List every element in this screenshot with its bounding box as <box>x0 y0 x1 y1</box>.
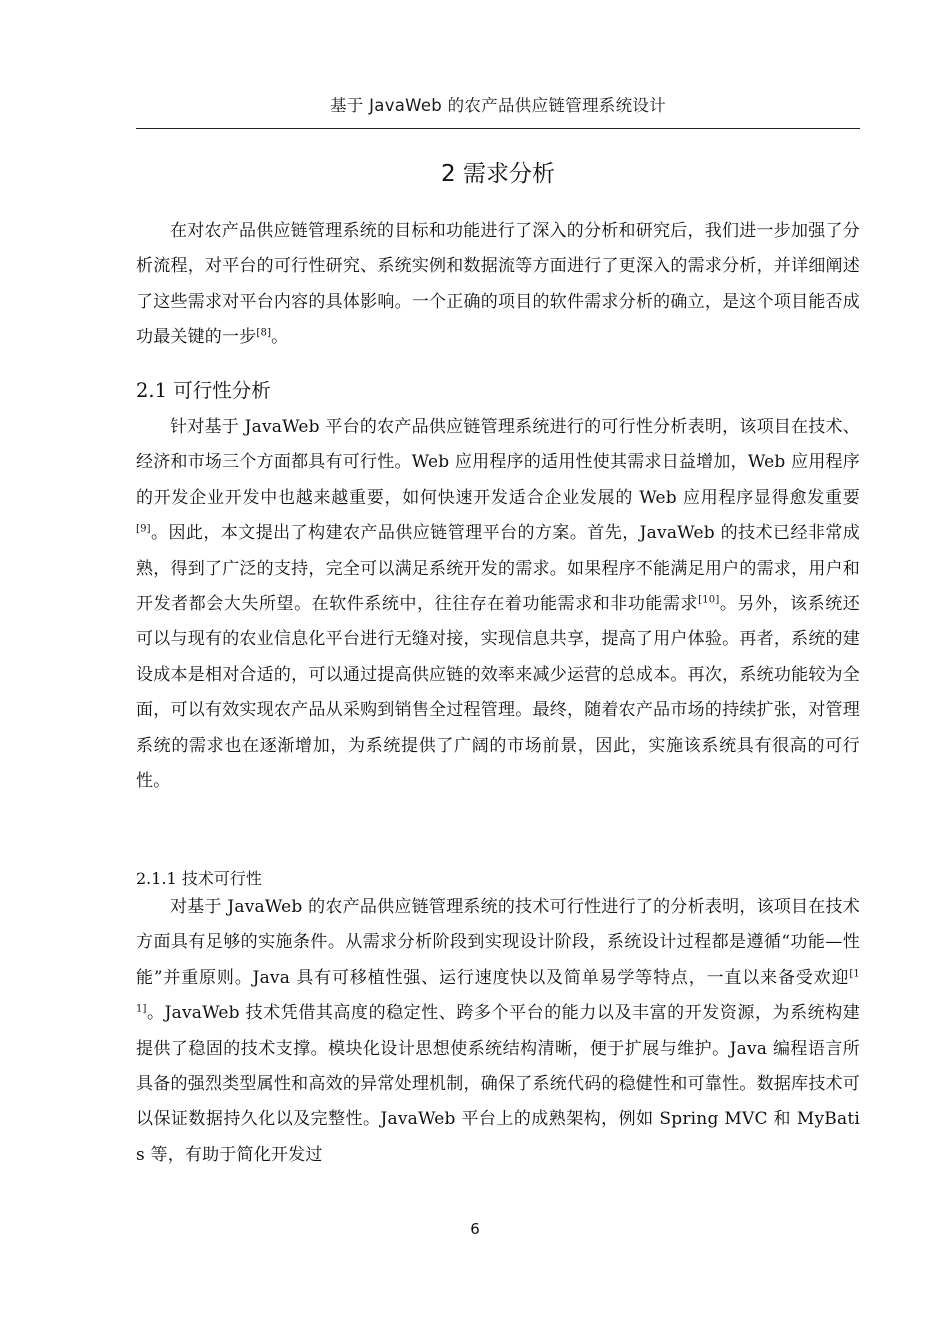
section-title: 可行性分析 <box>173 379 271 402</box>
running-header: 基于 JavaWeb 的农产品供应链管理系统设计 <box>329 96 666 115</box>
citation: [10] <box>698 594 720 606</box>
header-divider <box>136 128 860 129</box>
technical-feasibility-section <box>136 890 860 1173</box>
section-number: 2.1 <box>136 379 168 402</box>
intro-tail: 。 <box>271 327 289 348</box>
intro-section <box>136 214 860 356</box>
technical-paragraph <box>136 890 860 1173</box>
feasibility-section <box>136 410 860 799</box>
citation: [11] <box>136 968 860 1015</box>
subsection-number: 2.1.1 <box>136 869 177 888</box>
feasibility-text-2: 。因此，本文提出了构建农产品供应链管理平台的方案。首先，JavaWeb 的技术已经非常成熟，得到了广泛的支持，完全可以满足系统开发的需求。如果程序不能满足用户的需求，用户和开发者都会大失所望。在软件系统中，往往存在着功能需求和非功能需求 <box>136 523 860 615</box>
chapter-title: 2 需求分析 <box>441 161 555 187</box>
feasibility-text-3: 。另外，该系统还可以与现有的农业信息化平台进行无缝对接，实现信息共享，提高了用户体验。再者，系统的建设成本是相对合适的，可以通过提高供应链的效率来减少运营的总成本。再次，系统功能较为全面，可以有效实现农产品从采购到销售全过程管理。最终，随着农产品市场的持续扩张，对管理系统的需求也在逐渐增加，为系统提供了广阔的市场前景，因此，实施该系统具有很高的可行性。 <box>136 594 860 792</box>
technical-text-1: 对基于 JavaWeb 的农产品供应链管理系统的技术可行性进行了的分析表明，该项目在技术方面具有足够的实施条件。从需求分析阶段到实现设计阶段，系统设计过程都是遵循“功能—性能”并重原则。Java 具有可移植性强、运行速度快以及简单易学等特点，一直以来备受欢迎 <box>136 897 860 988</box>
technical-text-2: 。JavaWeb 技术凭借其高度的稳定性、跨多个平台的能力以及丰富的开发资源，为系统构建提供了稳固的技术支撑。模块化设计思想使系统结构清晰，便于扩展与维护。Java 编程语言所具备的强烈类型属性和高效的异常处理机制，确保了系统代码的稳健性和可靠性。数据库技术可以保证数据持久化以及完整性。JavaWeb 平台上的成熟架构，例如 Spring MVC 和 MyBatis 等，有助于简化开发过 <box>136 1003 860 1165</box>
feasibility-text-1: 针对基于 JavaWeb 平台的农产品供应链管理系统进行的可行性分析表明，该项目在技术、经济和市场三个方面都具有可行性。Web 应用程序的适用性使其需求日益增加，Web 应用程序的开发企业开发中也越来越重要，如何快速开发适合企业发展的 Web 应用程序显得愈发重要 <box>136 417 860 508</box>
citation: [8] <box>256 327 272 339</box>
section-heading-2-1 <box>136 375 271 403</box>
intro-paragraph <box>136 214 860 356</box>
intro-text: 在对农产品供应链管理系统的目标和功能进行了深入的分析和研究后，我们进一步加强了分析流程，对平台的可行性研究、系统实例和数据流等方面进行了更深入的需求分析，并详细阐述了这些需求对平台内容的具体影响。一个正确的项目的软件需求分析的确立，是这个项目能否成功最关键的一步 <box>136 221 860 348</box>
feasibility-paragraph <box>136 410 860 799</box>
subsection-title: 技术可行性 <box>181 869 262 888</box>
page-number: 6 <box>470 1220 480 1238</box>
section-heading-2-1-1 <box>136 866 262 889</box>
citation: [9] <box>136 523 151 535</box>
